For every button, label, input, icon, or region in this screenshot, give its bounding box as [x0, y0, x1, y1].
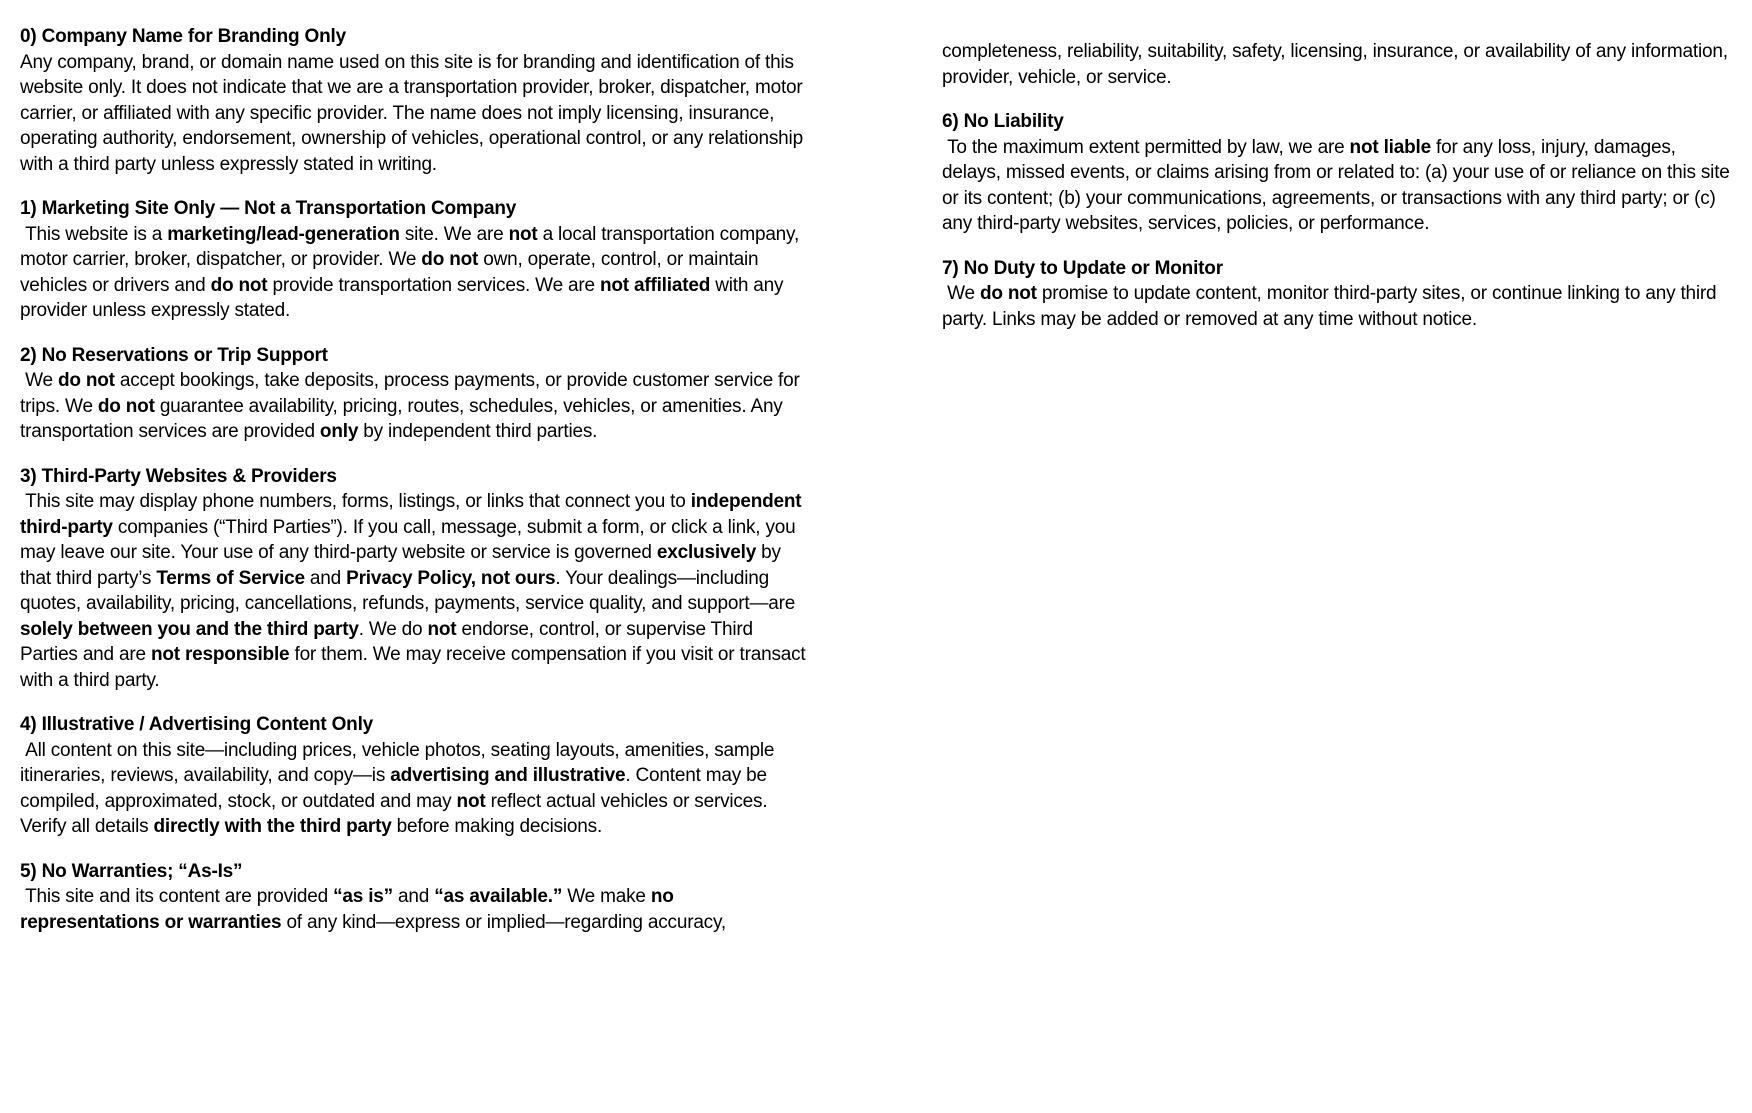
emphasis-text: solely between you and the third party	[20, 618, 359, 640]
body-text: guarantee availability, pricing, routes, schedules, vehicles, or amenities. Any transportation services are provided	[20, 395, 788, 442]
body-text: All content on this site—including prices, vehicle photos, seating layouts, amenities, sample itineraries, reviews, availability, and copy—is	[20, 739, 780, 786]
body-text: own, operate, control, or maintain vehicles or drivers and	[20, 249, 764, 296]
body-text: Any company, brand, or domain name used on this site is for branding and identification of this website only. It does not indicate that we are a transportation provider, broker, dispatcher, motor carrier, or affiliated with any specific provider. The name does not imply licensing, insurance, operating authority, endorsement, ownership of vehicles, operational control, or any relationship with a third party unless expressly stated in writing.	[20, 51, 809, 175]
body-text: of any kind—express or implied—regarding accuracy,	[281, 911, 726, 933]
body-text: accept bookings, take deposits, process payments, or provide customer service for trips. We	[20, 370, 805, 417]
body-text: We make	[562, 886, 651, 907]
section-4-illustrative-content	[20, 712, 815, 840]
body-text: companies (“Third Parties”). If you call, message, submit a form, or click a link, you may leave our site. Your use of any third-party website or service is governed	[20, 516, 801, 563]
section-1-marketing-site-only	[20, 196, 815, 324]
body-text: and	[304, 567, 347, 589]
section-1-marketing-site-only-heading: 1) Marketing Site Only — Not a Transportation Company	[20, 198, 517, 219]
body-text: by independent third parties.	[358, 421, 598, 442]
emphasis-text: advertising and illustrative	[390, 765, 626, 786]
emphasis-text: “as is”	[333, 886, 393, 907]
left-column	[20, 24, 815, 954]
emphasis-text: not	[508, 223, 538, 245]
section-4-illustrative-content-heading: 4) Illustrative / Advertising Content Only	[20, 714, 374, 735]
emphasis-text: not responsible	[150, 644, 290, 665]
section-0-company-name-branding-heading: 0) Company Name for Branding Only	[20, 26, 346, 47]
emphasis-text: exclusively	[656, 542, 757, 563]
body-text: site. We are	[399, 223, 509, 245]
body-text: This site may display phone numbers, forms, listings, or links that connect you to	[20, 491, 691, 512]
body-text: endorse, control, or supervise Third Parties and are	[20, 618, 758, 665]
emphasis-text: do not	[979, 283, 1037, 304]
body-text: . Content may be compiled, approximated, stock, or outdated and may	[20, 765, 772, 812]
section-3-third-party-websites-heading: 3) Third-Party Websites & Providers	[20, 465, 337, 487]
section-5-no-warranties	[20, 859, 815, 936]
body-text: promise to update content, monitor third-party sites, or continue linking to any third party. Links may be added or removed at any time without notice.	[942, 283, 1722, 330]
emphasis-text: not affiliated	[599, 274, 711, 296]
section-6-no-liability-heading: 6) No Liability	[942, 111, 1064, 132]
body-text: and	[392, 886, 435, 907]
body-text: . Your dealings—including quotes, availability, pricing, cancellations, refunds, payments, service quality, and support—are	[20, 567, 801, 614]
body-text: provide transportation services. We are	[267, 274, 600, 296]
body-text: This website is a	[20, 223, 168, 245]
body-text: We	[942, 283, 980, 304]
emphasis-text: do not	[210, 274, 268, 296]
emphasis-text: marketing/lead-generation	[167, 223, 400, 245]
emphasis-text: not	[456, 790, 486, 812]
emphasis-text: do not	[57, 370, 115, 391]
section-6-no-liability	[942, 109, 1737, 237]
body-text: for them. We may receive compensation if you visit or transact with a third party.	[20, 644, 811, 691]
body-text: . We do	[358, 618, 428, 640]
section-0-company-name-branding	[20, 24, 815, 177]
body-text: We	[20, 370, 58, 391]
body-text: This site and its content are provided	[20, 886, 334, 907]
emphasis-text: directly with the third party	[153, 816, 392, 837]
emphasis-text: only	[319, 421, 359, 442]
emphasis-text: Terms of Service	[156, 567, 305, 589]
body-text: reflect actual vehicles or services. Verify all details	[20, 790, 773, 837]
emphasis-text: “as available.”	[434, 886, 563, 907]
emphasis-text: not	[427, 618, 457, 640]
section-2-no-reservations-heading: 2) No Reservations or Trip Support	[20, 344, 328, 366]
section-3-third-party-websites	[20, 464, 815, 694]
emphasis-text: do not	[97, 395, 155, 417]
emphasis-text: no representations or warranties	[20, 886, 679, 933]
section-7-no-duty-to-update-heading: 7) No Duty to Update or Monitor	[942, 257, 1223, 279]
section-5-no-warranties-heading: 5) No Warranties; “As-Is”	[20, 860, 243, 882]
body-text: before making decisions.	[391, 816, 603, 837]
body-text: To the maximum extent permitted by law, we are	[942, 136, 1350, 158]
body-text: for any loss, injury, damages, delays, missed events, or claims arising from or related to: (a) your use of or reliance on this site or its content; (b) your communications, agreements, or transactions with any third party; or (c) any third-party websites, services, policies, or performance.	[942, 136, 1735, 234]
body-text: completeness, reliability, suitability, safety, licensing, insurance, or availability of any information, provider, vehicle, or service.	[942, 41, 1733, 88]
section-2-no-reservations	[20, 343, 815, 445]
section-5-no-warranties-continued	[942, 39, 1737, 90]
body-text: with any provider unless expressly stated.	[20, 274, 789, 321]
section-7-no-duty-to-update	[942, 256, 1737, 333]
emphasis-text: independent third-party	[20, 491, 807, 538]
right-column	[942, 24, 1737, 351]
emphasis-text: not liable	[1349, 136, 1431, 158]
body-text: a local transportation company, motor carrier, broker, dispatcher, or provider. We	[20, 223, 805, 270]
body-text: by that third party’s	[20, 542, 786, 589]
emphasis-text: do not	[421, 249, 479, 270]
emphasis-text: Privacy Policy, not ours	[346, 567, 556, 589]
